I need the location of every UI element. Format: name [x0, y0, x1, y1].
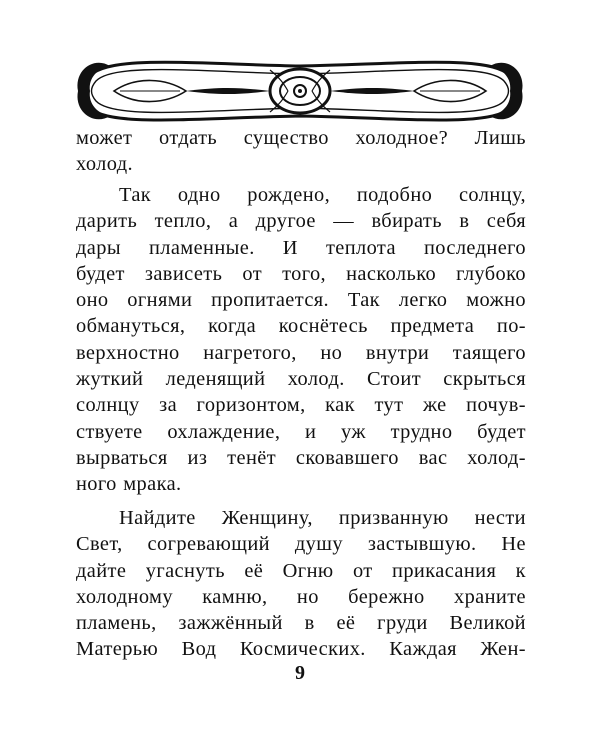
text-line: пламень, зажжённый в её груди Великой: [76, 612, 526, 635]
page-number: 9: [295, 662, 305, 684]
paragraph-2: [76, 182, 526, 498]
decorative-ornament: [74, 48, 526, 134]
text-line: верхностно нагретого, но внутри таящего: [76, 341, 526, 364]
text-line: жуткий леденящий холод. Стоит скрыться: [76, 368, 526, 391]
text-line: может отдать существо холодное? Лишь: [76, 127, 526, 149]
text-line: дарить тепло, а другое — вбирать в себя: [76, 210, 526, 233]
text-line: ствуете охлаждение, и уж трудно будет: [76, 420, 526, 443]
text-line: Матерью Вод Космических. Каждая Жен-: [76, 638, 526, 661]
paragraph-1: [76, 125, 526, 178]
text-line: Найдите Женщину, призванную нести: [119, 507, 526, 529]
text-line: солнцу за горизонтом, как тут же почув-: [76, 394, 526, 417]
text-line: будет зависеть от того, насколько глубоко: [76, 262, 526, 285]
text-line: обмануться, когда коснётесь предмета по-: [76, 315, 526, 338]
text-line: холодному камню, но бережно храните: [76, 585, 526, 608]
text-line: дары пламенные. И теплота последнего: [76, 236, 526, 259]
text-line: ного мрака.: [76, 473, 182, 496]
paragraph-3: [76, 505, 526, 663]
text-line: холод.: [76, 153, 133, 176]
text-line: Так одно рождено, подобно солнцу,: [119, 184, 526, 206]
text-line: дайте угаснуть её Огню от прикасания к: [76, 559, 526, 582]
text-line: Свет, согревающий душу застывшую. Не: [76, 533, 526, 556]
text-line: оно огнями пропитается. Так легко можно: [76, 289, 526, 312]
text-line: вырваться из тенёт сковавшего вас холод-: [76, 446, 526, 469]
